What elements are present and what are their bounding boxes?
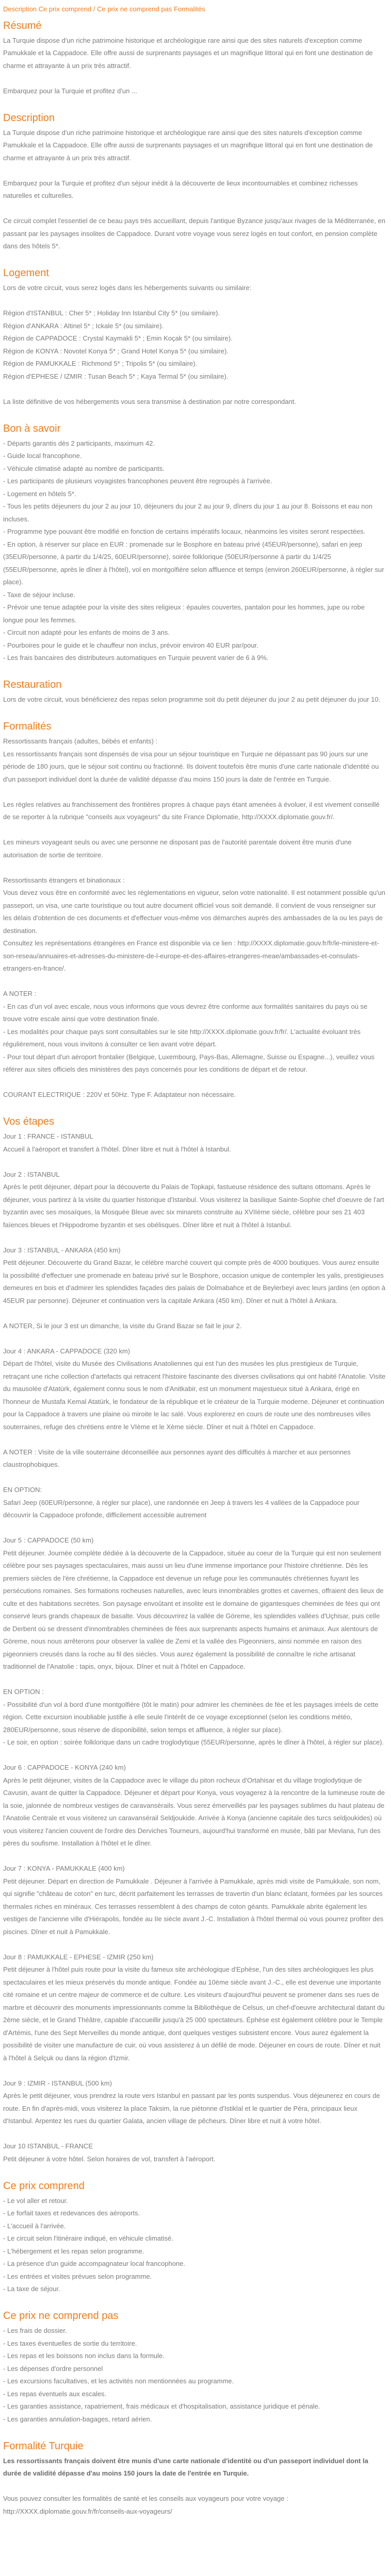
nav-link-description[interactable]: Description xyxy=(3,5,37,13)
text-line: Région d'ISTANBUL : Cher 5* ; Holiday Inn Istanbul City 5* (ou similaire). xyxy=(3,309,220,317)
paragraph xyxy=(3,836,386,861)
text-line: Les mineurs voyageant seuls ou avec une personne ne disposant pas de l'autorité parentale doivent être munis d'une autorisation de sortie de territoire. xyxy=(3,838,352,859)
paragraph xyxy=(3,735,386,786)
text-line: - L'accueil à l'arrivée. xyxy=(3,2222,66,2230)
text-line: Après le petit déjeuner, départ pour la découverte du Palais de Topkapi, fastueuse résidence des sultans ottomans. Après le déjeuner, vous partirez à la visite du quartier historique d'Istanbul. Vous visiterez la basilique Sainte-Sophie chef d'oeuvre de l'art byzantin avec ses mosaïques, la Mosquée Bleue avec six minarets construite au XVIIème siècle, célèbre pour ses 21 403 faïences bleues et l'Hippodrome byzantin et ses obélisques. Dîner libre et nuit à l'hôtel à Istanbul. xyxy=(3,1183,384,1229)
text-line: Les ressortissants français doivent être munis d'une carte nationale d'identité ou d'un passeport individuel dont la durée de validité dépasse d'au moins 150 jours la date de l'entrée en Turquie. xyxy=(3,2456,368,2477)
text-line: Ressortissants français (adultes, bébés et enfants) : xyxy=(3,737,158,745)
section-description xyxy=(3,110,386,253)
paragraph xyxy=(3,1534,386,1673)
text-line: - Les frais de dossier. xyxy=(3,2327,67,2334)
paragraph xyxy=(3,215,386,253)
text-line: - Taxe de séjour incluse. xyxy=(3,590,75,599)
section-restauration xyxy=(3,677,386,706)
text-line: Jour 2 : ISTANBUL xyxy=(3,1170,60,1178)
text-line: Consultez les représentations étrangères en France est disponible via ce lien : http://XXXX.diplomatie.gouv.fr/fr/le-ministere-et-son-reseau/annuaires-et-adresses-du-ministere-de-l-europe-et-des-affaires-etrangeres-meae/ambassades-et-consulats-etrangers-en-france/. xyxy=(3,939,379,972)
paragraph xyxy=(3,282,386,295)
text-line: - Les repas éventuels aux escales. xyxy=(3,2389,107,2398)
paragraph xyxy=(3,127,386,165)
paragraph xyxy=(3,1244,386,1308)
nav-link-ce-prix-comprend-ce-prix-ne-comprend-pas[interactable]: Ce prix comprend / Ce prix ne comprend pas xyxy=(38,5,172,13)
paragraph xyxy=(3,2455,386,2480)
text-line: Petit déjeuner. Journée complète dédiée à la découverte de la Cappadoce, située au coeur de la Turquie qui est non seulement célèbre pour ses paysages spectaculaires, mais aussi un lieu d'une immense importance pour l'histoire chrétienne. Dès les premiers siècles de l'ère chrétienne, la Cappadoce est devenue un refuge pour les communautés chrétiennes fuyant les persécutions romaines. Ses formations rocheuses naturelles, avec leurs innombrables grottes et cavernes, offraient des lieux de culte et des habitations secrètes. Son paysage envoûtant et insolite est le domaine de gigantesques cheminées de fées qui ont conservé leurs grands chapeaux de basalte. Vous découvrirez la vallée de Göreme, les splendides vallées d'Uçhisar, puis celle de Derbent où se dressent d'innombrables cheminées de fées aux surprenants aspects humains et animaux. Aux alentours de Göreme, nous nous arrêterons pour observer la vallée de Zemi et la vallée des Pigeonniers, ainsi nommée en raison des pigeonniers creusés dans la roche au fil des siècles. Vous aurez également la possibilité de connaître le riche artisanat traditionnel de l'Anatolie : tapis, onyx, bijoux. Dîner et nuit à l'hôtel en Cappadoce. xyxy=(3,1549,384,1670)
text-line: - Départs garantis dès 2 participants, maximum 42. xyxy=(3,439,155,447)
text-line: Jour 6 : CAPPADOCE - KONYA (240 km) xyxy=(3,1764,126,1771)
section-heading: Ce prix ne comprend pas xyxy=(3,2310,119,2321)
text-line: Région d'ANKARA : Altinel 5* ; Ickale 5* (ou similaire). xyxy=(3,321,164,330)
text-line: Jour 1 : FRANCE - ISTANBUL xyxy=(3,1132,93,1140)
text-line: Ce circuit complet l'essentiel de ce beau pays très accueillant, depuis l'antique Byzance jusqu'aux rivages de la Méditerranée, en passant par les paysages insolites de Cappadoce. Durant votre voyage vous serez logés en tout confort, en pension complète dans des hôtels 5*. xyxy=(3,217,385,250)
text-line: - En option, à réserver sur place en EUR : promenade sur le Bosphore en bateau privé (45EUR/personne), safari en jeep (35EUR/personne, à partir du 1/4/25, 60EUR/personne), soirée folklorique (50EUR/personne à partir du 1/4/25 (55EUR/personne, après le dîner à l'hôtel), vol en montgolfière selon affluence et temps (environ 260EUR/personne, à régler sur place). xyxy=(3,540,384,586)
text-line: Vous devez vous être en conformité avec les réglementations en vigueur, selon votre nationalité. Il est notamment possible qu'un passeport, un visa, une carte touristique ou tout autre document officiel vous soit demandé. Il convient de vous renseigner sur les délais d'obtention de ces documents et d'effectuer vous-même vos démarches auprès des ambassades de la ou les pays de destination. xyxy=(3,889,386,935)
section-ce-prix-ne-comprend-pas xyxy=(3,2308,386,2426)
text-line: - Les entrées et visites prévues selon programme. xyxy=(3,2272,152,2280)
text-line: - Le circuit selon l'itinéraire indiqué, en véhicule climatisé. xyxy=(3,2234,173,2242)
text-line: - Possibilité d'un vol à bord d'une montgolfière (tôt le matin) pour admirer les cheminées de fée et les paysages irréels de cette région. Cette excursion inoubliable justifie à elle seule l'intérêt de ce voyage exceptionnel (selon les conditions météo, 280EUR/personne, sous réserve de disponibilité, selon temps et affluence, à régler sur place). xyxy=(3,1700,379,1734)
paragraph xyxy=(3,396,386,409)
text-line: - Pourboires pour le guide et le chauffeur non inclus, prévoir environ 40 EUR par/pour. xyxy=(3,641,258,649)
text-line: - Les participants de plusieurs voyagistes francophones peuvent être regroupés à l'arrivée. xyxy=(3,477,272,485)
section-heading: Vos étapes xyxy=(3,1116,54,1127)
text-line: COURANT ELECTRIQUE : 220V et 50Hz. Type F. Adaptateur non nécessaire. xyxy=(3,1091,236,1098)
paragraph xyxy=(3,874,386,975)
section-heading: Résumé xyxy=(3,20,42,31)
section-heading: Bon à savoir xyxy=(3,422,61,434)
text-line: Après le petit déjeuner, visites de la Cappadoce avec le village du piton rocheux d'Ortahisar et du village troglodytique de Cavusin, avant de quitter la Cappadoce. Déjeuner et départ pour Konya, vous voyagerez à la rencontre de la lumineuse route de la soie, jalonnée de nombreux vestiges de caravansérails. Vous serez émerveillés par les paysages sublimes du haut plateau de l'Anatolie Centrale et vous visiterez un caravansérail Seldjoukide. Arrivée à Konya (ancienne capitale des turcs seldjoukides) où vous visiterez l'ancien couvent de l'ordre des Derviches Tourneurs, aujourd'hui transformé en musée, bâti par Mevlana, l'un des pères du soufisme. Installation à l'hôtel et le dîner. xyxy=(3,1776,385,1847)
text-line: Ressortissants étrangers et binationaux : xyxy=(3,876,125,884)
text-line: Accueil à l'aéroport et transfert à l'hôtel. Dîner libre et nuit à l'hôtel à Istanbul. xyxy=(3,1145,231,1153)
text-line: - Pour tout départ d'un aéroport frontalier (Belgique, Luxembourg, Pays-Bas, Allemagne, Suisse ou Espagne...), veuillez vous référer aux sites officiels des ministères des pays concernés pour les conditions de départ et de retour. xyxy=(3,1053,375,1073)
paragraph xyxy=(3,799,386,824)
text-line: La Turquie dispose d'un riche patrimoine historique et archéologique rare ainsi que des sites naturels d'exception comme Pamukkale et la Cappadoce. Elle offre aussi de surprenants paysages et un magnifique littoral qui en font une destination de charme et attrayante à un prix très attractif. xyxy=(3,36,373,70)
text-line: - En cas d'un vol avec escale, nous vous informons que vous devrez être conforme aux formalités sanitaires du pays où se trouve votre escale ainsi que votre destination finale. xyxy=(3,1002,368,1023)
text-line: - Les taxes éventuelles de sortie du territoire. xyxy=(3,2339,137,2347)
text-line: - La présence d'un guide accompagnateur local francophone. xyxy=(3,2260,185,2267)
paragraph xyxy=(3,1686,386,1749)
paragraph xyxy=(3,1168,386,1232)
text-line: Petit déjeuner. Départ en direction de Pamukkale . Déjeuner à l'arrivée à Pamukkale, après midi visite de Pamukkale, son nom, qui signifie "château de coton" en turc, décrit parfaitement les terrasses de travertin d'un blanc éclatant, formées par les sources thermales riches en minéraux. Ces terrasses ressemblent à des champs de coton géants. Pamukkale abrite également les vestiges de l'ancienne ville d'Hiérapolis, fondée au IIe siècle avant J.-C. Installation à l'hôtel thermal où vous pourrez profiter des piscines. Dîner et nuit à Pamukkale. xyxy=(3,1877,384,1936)
paragraph xyxy=(3,1089,386,1101)
paragraph xyxy=(3,437,386,665)
text-line: Jour 7 : KONYA - PAMUKKALE (400 km) xyxy=(3,1865,125,1872)
text-line: A NOTER : xyxy=(3,990,37,997)
section-formalite-turquie xyxy=(3,2438,386,2518)
text-line: Embarquez pour la Turquie et profitez d'un séjour inédit à la découverte de lieux incontournables et combinez richesses naturelles et culturelles. xyxy=(3,179,358,199)
text-line: Région de PAMUKKALE : Richmond 5* ; Tripolis 5* (ou similaire). xyxy=(3,360,198,367)
section-bon-a-savoir xyxy=(3,421,386,665)
section-logement xyxy=(3,265,386,408)
text-line: - Véhicule climatisé adapté au nombre de participants. xyxy=(3,464,165,472)
text-line: EN OPTION: xyxy=(3,1486,42,1494)
text-line: Région de KONYA : Novotel Konya 5* ; Grand Hotel Konya 5* (ou similaire). xyxy=(3,347,229,355)
paragraph xyxy=(3,1484,386,1522)
text-line: Petit déjeuner. Découverte du Grand Bazar, le célèbre marché couvert qui compte près de 4000 boutiques. Vous aurez ensuite la possibilité d'effectuer une promenade en bateau privé sur le Bosphore, occasion unique de contempler les yalis, prestigieuses demeures en bois et d'admirer les splendides façades des palais de Dolmabahce et de Beylerbeyi avec leurs jardins (en option à 45EUR par personne). Déjeuner et continuation vers la capitale Ankara (450 km). Dîner et nuit à l'hôtel à Ankara. xyxy=(3,1259,386,1304)
paragraph xyxy=(3,988,386,1076)
paragraph xyxy=(3,1951,386,2065)
text-line: Safari Jeep (60EUR/personne, à régler sur place), une randonnée en Jeep à travers les 4 vallées de la Cappadoce pour découvrir la Cappadoce profonde, difficilement accessible autrement xyxy=(3,1498,360,1519)
text-line: - Les frais bancaires des distributeurs automatiques en Turquie peuvent varier de 6 à 9%. xyxy=(3,654,269,662)
text-line: - Logement en hôtels 5*. xyxy=(3,489,76,498)
nav-link-formalites[interactable]: Formalités xyxy=(173,5,205,13)
text-line: Départ de l'hôtel, visite du Musée des Civilisations Anatoliennes qui est l'un des musées les plus prestigieux de Turquie, retraçant une riche collection d'artefacts qui retracent l'histoire fascinante des diverses civilisations qui ont habité l'Anatolie. Visite du mausolée d'Atatürk, également connu sous le nom d'Anitkabir, est un monument majestueux situé à Ankara, érigé en l'honneur de Mustafa Kemal Atatürk, le fondateur de la république et le créateur de la Turquie moderne. Déjeuner et continuation pour la Cappadoce à travers une plaine où miroite le lac salé. Vous explorerez en cours de route une des nombreuses villes souterraines, refuge des chrétiens entre le VIème et le Xème siècle. Dîner et nuit à l'hôtel en Cappadoce. xyxy=(3,1360,386,1431)
text-line: Jour 3 : ISTANBUL - ANKARA (450 km) xyxy=(3,1246,121,1254)
paragraph xyxy=(3,1345,386,1434)
text-line: Petit déjeuner à l'hôtel puis route pour la visite du fameux site archéologique d'Ephèse, l'un des sites archéologiques les plus spectaculaires et les mieux préservés du monde antique. Fondée au 10ème siècle avant J.-C., elle est devenue une importante cité romaine et un centre majeur de commerce et de culture. Les visiteurs d'aujourd'hui peuvent se promener dans ses rues de marbre et découvrir des monuments impressionnants comme la Bibliothèque de Celsus, un chef-d'oeuvre architectural datant du 2ème siècle, et le Grand Théâtre, capable d'accueillir jusqu'à 25 000 spectateurs. Éphèse est également célèbre pour le Temple d'Artémis, l'une des Sept Merveilles du monde antique, dont quelques vestiges subsistent encore. Vous aurez également la possibilité de visiter une manufacture de cuir, où vous assisterez à un défilé de mode. Déjeuner en cours de route. Dîner et nuit à l'hôtel à Selçuk ou dans la région d'Izmir. xyxy=(3,1965,385,2062)
text-line: Jour 4 : ANKARA - CAPPADOCE (320 km) xyxy=(3,1347,131,1355)
text-line: - Programme type pouvant être modifié en fonction de certains impératifs locaux, néanmoins les visites seront respectées. xyxy=(3,528,366,535)
text-line: - Circuit non adapté pour les enfants de moins de 3 ans. xyxy=(3,629,170,636)
section-ce-prix-comprend xyxy=(3,2178,386,2296)
text-line: - L'hébergement et les repas selon programme. xyxy=(3,2247,144,2255)
paragraph xyxy=(3,2195,386,2296)
text-line: A NOTER : Visite de la ville souterraine déconseillée aux personnes ayant des difficultés à marcher et aux personnes claustrophobiques. xyxy=(3,1448,351,1468)
paragraph xyxy=(3,177,386,202)
anchor-nav xyxy=(3,3,386,16)
paragraph xyxy=(3,2325,386,2426)
text-line: Lors de votre circuit, vous serez logés dans les hébergements suivants ou similaire: xyxy=(3,284,252,292)
text-line: - Les modalités pour chaque pays sont consultables sur le site http://XXXX.diplomatie.gouv.fr/fr/. L'actualité évoluant très régulièrement, nous vous invitons à consulter ce lien avant votre départ. xyxy=(3,1027,361,1048)
text-line: - Les repas et les boissons non inclus dans la formule. xyxy=(3,2352,165,2360)
paragraph xyxy=(3,1320,386,1333)
text-line: Région de CAPPADOCE : Crystal Kaymakli 5* ; Emin Koçak 5* (ou similaire). xyxy=(3,334,233,342)
paragraph xyxy=(3,2493,386,2518)
text-line: - Les garanties annulation-bagages, retard aérien. xyxy=(3,2415,152,2423)
text-line: - Les excursions facultatives, et les activités non mentionnées au programme. xyxy=(3,2377,234,2385)
section-resume xyxy=(3,18,386,98)
text-line: - Tous les petits déjeuners du jour 2 au jour 10, déjeuners du jour 2 au jour 9, dîners du jour 1 au jour 8. Boissons et eau non incluses. xyxy=(3,502,372,523)
text-line: Jour 10 ISTANBUL - FRANCE xyxy=(3,2142,93,2150)
paragraph xyxy=(3,85,386,98)
paragraph xyxy=(3,2140,386,2165)
text-line: - Le forfait taxes et redevances des aéroports. xyxy=(3,2209,140,2217)
text-line: - Guide local francophone. xyxy=(3,452,82,460)
paragraph xyxy=(3,1130,386,1156)
text-line: La liste définitive de vos hébergements vous sera transmise à destination par notre correspondant. xyxy=(3,397,296,405)
section-heading: Description xyxy=(3,112,55,124)
section-heading: Formalités xyxy=(3,721,52,732)
text-line: La Turquie dispose d'un riche patrimoine historique et archéologique rare ainsi que des sites naturels d'exception comme Pamukkale et la Cappadoce. Elle offre aussi de surprenants paysages et un magnifique littoral qui en font une destination de charme et attrayante à un prix très attractif. xyxy=(3,128,373,162)
document-content xyxy=(3,18,386,2518)
text-line: Région d'EPHESE / IZMIR : Tusan Beach 5* ; Kaya Termal 5* (ou similaire). xyxy=(3,372,229,380)
text-line: Embarquez pour la Turquie et profitez d'un ... xyxy=(3,87,137,95)
text-line: Jour 9 : IZMIR - ISTANBUL (500 km) xyxy=(3,2079,112,2087)
section-heading: Restauration xyxy=(3,679,62,690)
text-line: Petit déjeuner à votre hôtel. Selon horaires de vol, transfert à l'aéroport. xyxy=(3,2155,216,2163)
section-heading: Ce prix comprend xyxy=(3,2180,85,2192)
paragraph xyxy=(3,307,386,383)
section-formalites xyxy=(3,719,386,1101)
paragraph xyxy=(3,2077,386,2128)
text-line: - Les dépenses d'ordre personnel xyxy=(3,2364,103,2372)
text-line: Les ressortissants français sont dispensés de visa pour un séjour touristique en Turquie ne dépassant pas 90 jours sur une période de 180 jours, que le séjour soit continu ou fractionné. Ils doivent toutefois être munis d'une carte nationale d'identité ou d'un passeport individuel dont la durée de validité dépasse d'au moins 150 jours la date de l'entrée en Turquie. xyxy=(3,750,379,783)
text-line: - Le vol aller et retour. xyxy=(3,2196,68,2205)
text-line: EN OPTION : xyxy=(3,1688,44,1696)
text-line: Jour 8 : PAMUKKALE - EPHESE - IZMIR (250 km) xyxy=(3,1953,154,1961)
paragraph xyxy=(3,1446,386,1471)
paragraph xyxy=(3,1761,386,1850)
text-line: Les règles relatives au franchissement des frontières propres à chaque pays étant amenées à évoluer, il est vivement conseillé de se reporter à la rubrique "conseils aux voyageurs" du site France Diplomatie, http://XXXX.diplomatie.gouv.fr/. xyxy=(3,800,380,821)
paragraph xyxy=(3,35,386,73)
text-line: - Le soir, en option : soirée folklorique dans un cadre troglodytique (55EUR/personne, après le dîner à l'hôtel, à régler sur place). xyxy=(3,1738,384,1746)
section-vos-etapes xyxy=(3,1114,386,2165)
section-heading: Formalité Turquie xyxy=(3,2440,84,2452)
text-line: - Les garanties assistance, rapatriement, frais médicaux et d'hospitalisation, assistance juridique et pénale. xyxy=(3,2402,320,2410)
text-line: - Prévoir une tenue adaptée pour la visite des sites religieux : épaules couvertes, pantalon pour les hommes, jupe ou robe longue pour les femmes. xyxy=(3,603,365,624)
paragraph xyxy=(3,693,386,706)
text-line: - La taxe de séjour. xyxy=(3,2285,60,2293)
paragraph xyxy=(3,1862,386,1938)
text-line: Jour 5 : CAPPADOCE (50 km) xyxy=(3,1536,94,1544)
section-heading: Logement xyxy=(3,267,49,279)
text-line: Vous pouvez consulter les formalités de santé et les conseils aux voyageurs pour votre voyage : http://XXXX.diplomatie.gouv.fr/fr/conseils-aux-voyageurs/ xyxy=(3,2495,288,2515)
text-line: A NOTER, Si le jour 3 est un dimanche, la visite du Grand Bazar se fait le jour 2. xyxy=(3,1321,242,1330)
text-line: Lors de votre circuit, vous bénéficierez des repas selon programme soit du petit déjeuner du jour 2 au petit déjeuner du jour 10. xyxy=(3,696,381,703)
text-line: Après le petit déjeuner, vous prendrez la route vers Istanbul en passant par les ponts suspendus. Vous déjeunerez en cours de route. En fin d'après-midi, vous visiterez la place Taksim, la rue piétonne d'Istiklal et le quartier de Péra, principaux lieux d'Istanbul. Arpentez les rues du quartier Galata, ancien village de pêcheurs. Dîner libre et nuit à votre hôtel. xyxy=(3,2092,380,2125)
